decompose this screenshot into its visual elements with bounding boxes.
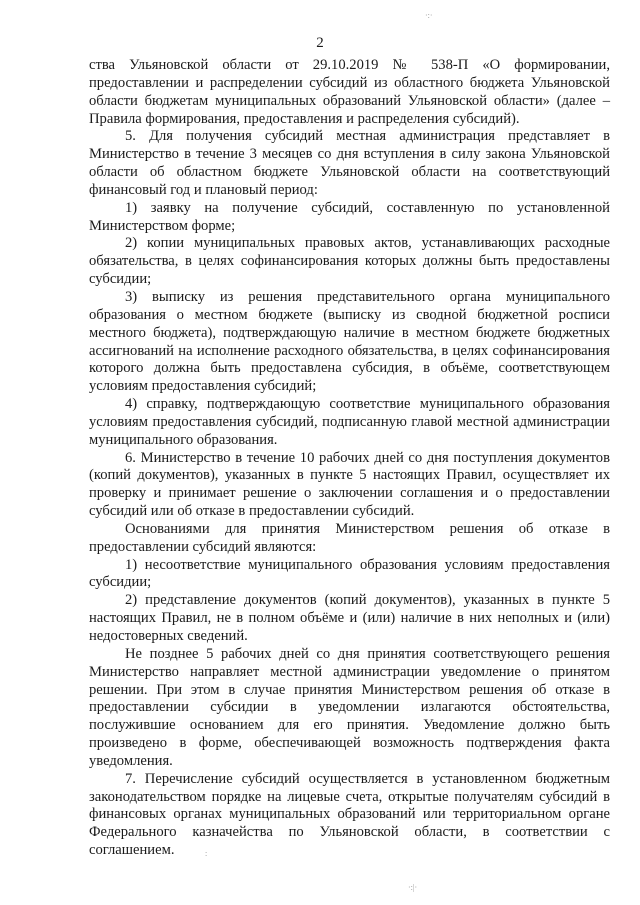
paragraph-ground-1: 1) несоответствие муниципального образования условиям предоставления субсидии; xyxy=(89,556,610,591)
paragraph-subitem-1: 1) заявку на получение субсидий, составленную по установленной Министерством форме; xyxy=(89,199,610,234)
scan-artifact-top: ·:· xyxy=(425,11,433,20)
paragraph-item-5: 5. Для получения субсидий местная администрация представляет в Министерство в течение 3 месяцев со дня вступления в силу закона Ульяновской области об областном бюджете Ульяновской области на соответствующий финансовый год и плановый период: xyxy=(89,128,610,198)
page-number: 2 xyxy=(316,35,324,51)
paragraph-continuation: ства Ульяновской области от 29.10.2019 № 538-П «О формировании, предоставлении и распределении субсидий из областного бюджета Ульяновской области бюджетам муниципальных образований Ульяновской области» (далее – Правила формирования, предоставления и распределения субсидий). xyxy=(89,57,610,127)
paragraph-notification: Не позднее 5 рабочих дней со дня принятия соответствующего решения Министерство направляет местной администрации уведомление о принятом решении. При этом в случае принятия Министерством решения об отказе в предоставлении субсидии в уведомлении излагаются обстоятельства, послужившие основанием для его принятия. Уведомление должно быть произведено в форме, обеспечивающей возможность подтверждения факта уведомления. xyxy=(89,645,610,769)
paragraph-subitem-3: 3) выписку из решения представительного органа муниципального образования о местном бюджете (выписку из сводной бюджетной росписи местного бюджета), подтверждающую наличие в местном бюджете бюджетных ассигнований на исполнение расходного обязательства, в целях софинансирования которого должна быть предоставлена субсидия, в объёме, соответствующем условиям предоставления субсидий; xyxy=(89,288,610,395)
scan-artifact-left: : xyxy=(205,849,208,858)
scan-artifact-bottom: ·:|· xyxy=(408,883,418,892)
paragraph-ground-2: 2) представление документов (копий документов), указанных в пункте 5 настоящих Правил, не в полном объёме и (или) наличие в них неполных и (или) недостоверных сведений. xyxy=(89,592,610,644)
paragraph-subitem-2: 2) копии муниципальных правовых актов, устанавливающих расходные обязательства, в целях софинансирования которых должны быть предоставлены субсидии; xyxy=(89,235,610,288)
document-body xyxy=(89,57,610,860)
paragraph-item-6: 6. Министерство в течение 10 рабочих дней со дня поступления документов (копий документов), указанных в пункте 5 настоящих Правил, осуществляет их проверку и принимает решение о заключении соглашения и о предоставлении субсидий или об отказе в предоставлении субсидий. xyxy=(89,449,610,520)
paragraph-refusal-grounds: Основаниями для принятия Министерством решения об отказе в предоставлении субсидий являются: xyxy=(89,520,610,555)
paragraph-item-7: 7. Перечисление субсидий осуществляется в установленном бюджетным законодательством порядке на лицевые счета, открытые получателям субсидий в финансовых органах муниципальных образований или территориальном органе Федерального казначейства по Ульяновской области, в соответствии с соглашением. xyxy=(89,770,610,859)
paragraph-subitem-4: 4) справку, подтверждающую соответствие муниципального образования условиям предоставления субсидий, подписанную главой местной администрации муниципального образования. xyxy=(89,396,610,448)
